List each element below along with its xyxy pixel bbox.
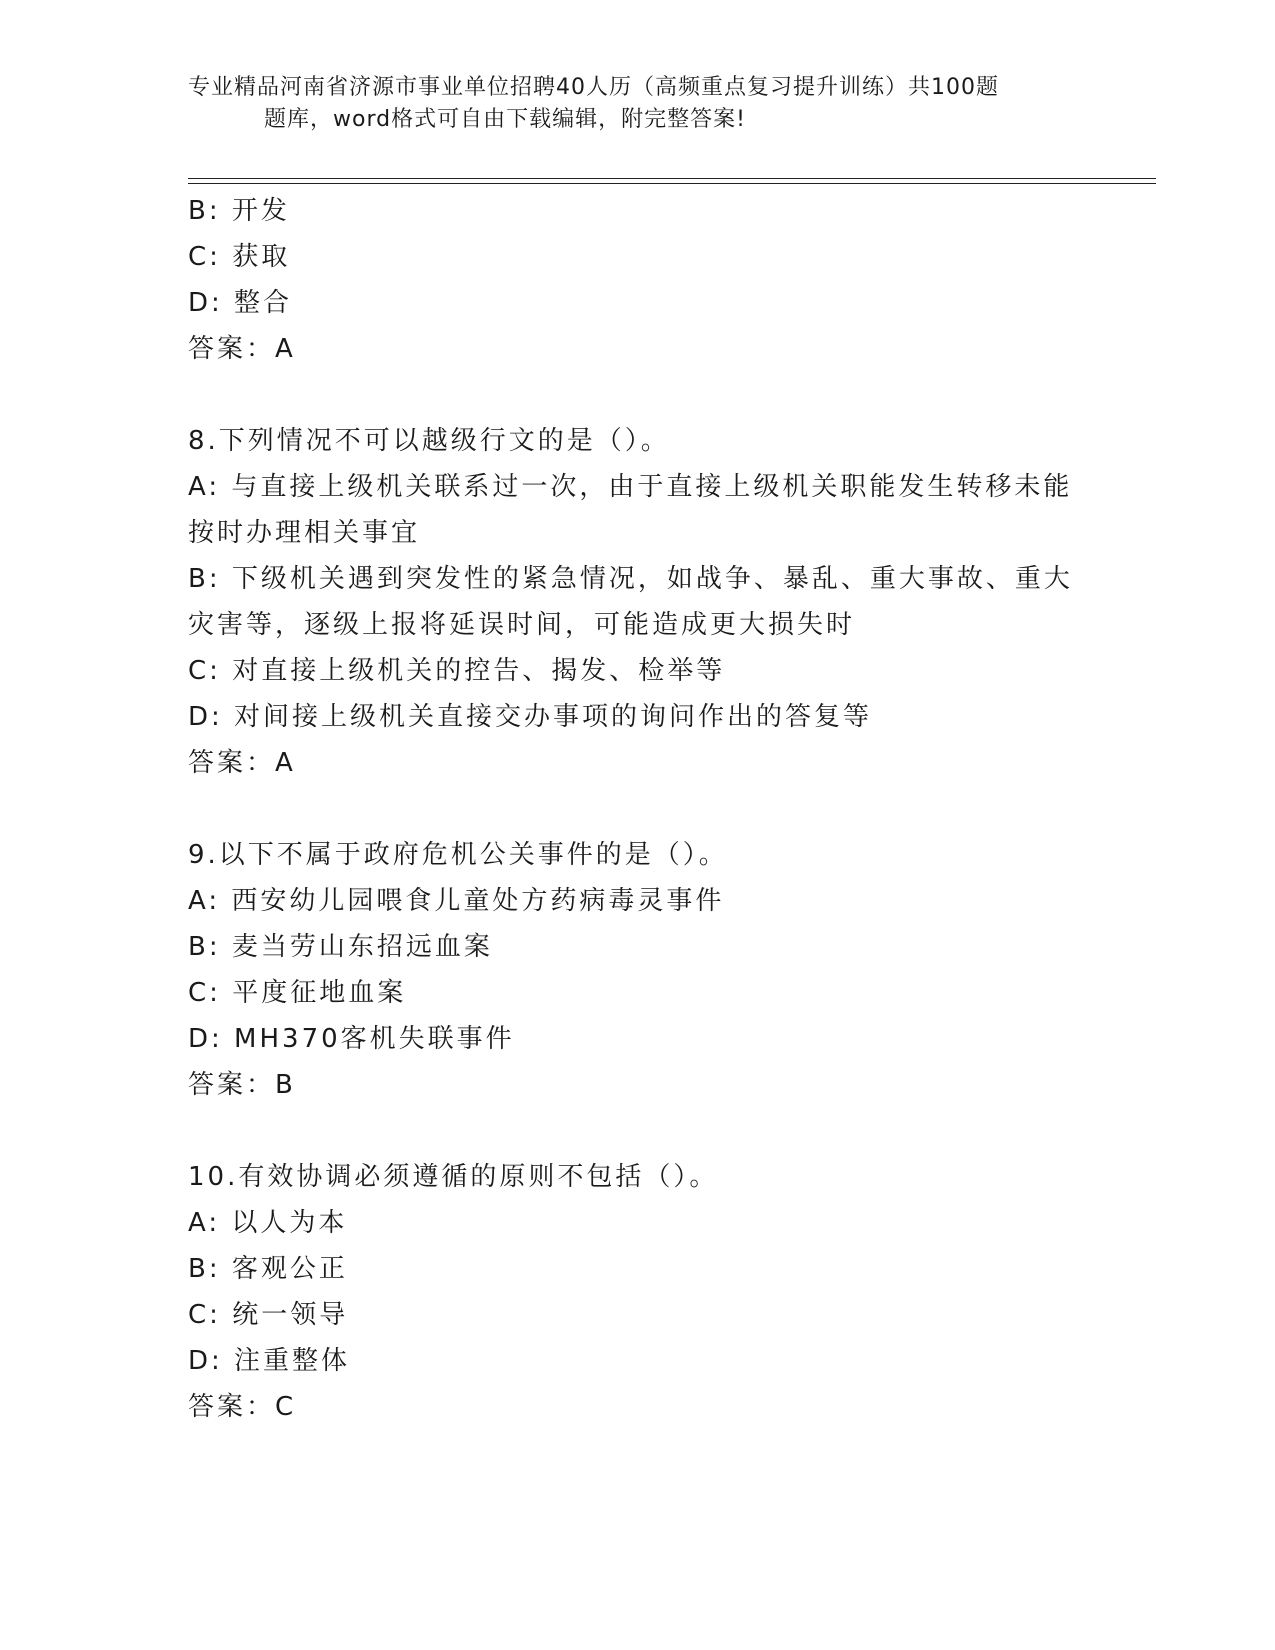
option-label: D:: [188, 1346, 223, 1376]
option-text: 开发: [231, 196, 290, 226]
option-label: A:: [188, 472, 221, 502]
answer: 答案：A: [188, 334, 296, 364]
question-10: [188, 1154, 1088, 1430]
option-text: 与直接上级机关联系过一次，由于直接上级机关职能发生转移未能: [231, 472, 1073, 502]
option-label: B:: [188, 1254, 221, 1284]
question-7-tail: [188, 188, 1088, 372]
question-stem: 8.下列情况不可以越级行文的是（）。: [188, 426, 670, 456]
option-text: 下级机关遇到突发性的紧急情况，如战争、暴乱、重大事故、重大: [231, 564, 1073, 594]
option-text: 西安幼儿园喂食儿童处方药病毒灵事件: [231, 886, 725, 916]
answer: 答案：C: [188, 1392, 297, 1422]
header-rule-top: [188, 178, 1156, 179]
option-text: 注重整体: [234, 1346, 351, 1376]
option-label: A:: [188, 1208, 221, 1238]
option-d: [188, 1016, 1088, 1062]
option-text: MH370客机失联事件: [234, 1024, 515, 1054]
option-a: [188, 878, 1088, 924]
spacer: [188, 372, 1088, 418]
option-text: 对间接上级机关直接交办事项的询问作出的答复等: [234, 702, 873, 732]
option-d: [188, 1338, 1088, 1384]
option-text: 麦当劳山东招远血案: [231, 932, 493, 962]
header-line-1: 专业精品河南省济源市事业单位招聘40人历（高频重点复习提升训练）共100题: [188, 75, 999, 100]
option-label: B:: [188, 564, 221, 594]
option-c: [188, 1292, 1088, 1338]
option-d: [188, 280, 1088, 326]
question-stem: 10.有效协调必须遵循的原则不包括（）。: [188, 1162, 719, 1192]
option-a: [188, 464, 1088, 510]
option-label: C:: [188, 1300, 221, 1330]
option-text: 平度征地血案: [232, 978, 407, 1008]
option-a-continued: 按时办理相关事宜: [188, 518, 421, 548]
option-b-continued: 灾害等，逐级上报将延误时间，可能造成更大损失时: [188, 610, 856, 640]
option-label: D:: [188, 1024, 223, 1054]
spacer: [188, 786, 1088, 832]
header-line-2: 题库，word格式可自由下载编辑，附完整答案!: [264, 107, 746, 132]
option-label: A:: [188, 886, 221, 916]
option-label: B:: [188, 932, 221, 962]
option-label: C:: [188, 656, 221, 686]
option-text: 获取: [232, 242, 291, 272]
option-c: [188, 970, 1088, 1016]
question-8: [188, 418, 1088, 786]
option-text: 整合: [234, 288, 293, 318]
option-text: 统一领导: [232, 1300, 349, 1330]
question-9: [188, 832, 1088, 1108]
option-text: 对直接上级机关的控告、揭发、检举等: [232, 656, 726, 686]
option-b: [188, 556, 1088, 602]
header-rule-bottom: [188, 183, 1156, 184]
answer: 答案：B: [188, 1070, 296, 1100]
option-label: D:: [188, 288, 223, 318]
question-stem: 9.以下不属于政府危机公关事件的是（）。: [188, 840, 728, 870]
answer: 答案：A: [188, 748, 296, 778]
option-b: [188, 924, 1088, 970]
option-b: [188, 188, 1088, 234]
option-label: C:: [188, 242, 221, 272]
option-label: D:: [188, 702, 223, 732]
option-text: 客观公正: [231, 1254, 348, 1284]
option-a: [188, 1200, 1088, 1246]
page-header: [188, 72, 1088, 136]
option-c: [188, 648, 1088, 694]
option-d: [188, 694, 1088, 740]
spacer: [188, 1108, 1088, 1154]
option-text: 以人为本: [231, 1208, 348, 1238]
option-label: B:: [188, 196, 221, 226]
option-c: [188, 234, 1088, 280]
option-label: C:: [188, 978, 221, 1008]
option-b: [188, 1246, 1088, 1292]
document-body: [188, 188, 1088, 1430]
